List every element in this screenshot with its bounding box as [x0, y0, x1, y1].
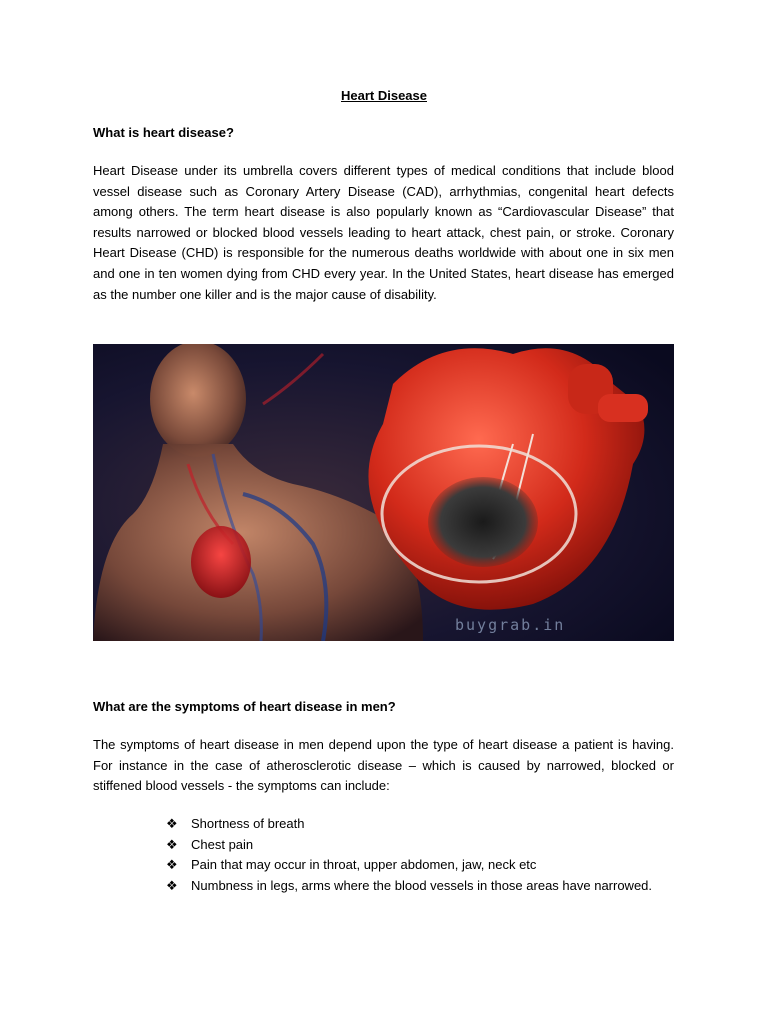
- list-item-text: Chest pain: [191, 836, 254, 852]
- damaged-tissue-area: [428, 477, 538, 567]
- list-item: [166, 814, 674, 835]
- symptoms-paragraph: The symptoms of heart disease in men depend upon the type of heart disease a patient is having. For instance in the case of atherosclerotic disease – which is caused by narrowed, blocked or stiffened blood vessels - the symptoms can include:: [93, 737, 674, 794]
- list-item-text: Pain that may occur in throat, upper abdomen, jaw, neck etc: [191, 857, 537, 873]
- intro-paragraph: Heart Disease under its umbrella covers different types of medical conditions that include blood vessel disease such as Coronary Artery Disease (CAD), arrhythmias, congenital heart defects among others. The term heart disease is also popularly known as “Cardiovascular Disease” that results narrowed or blocked blood vessels leading to heart attack, chest pain, or stroke. Coronary Heart Disease (CHD) is responsible for the numerous deaths worldwide with about one in six men and one in ten women dying from CHD every year. In the United States, heart disease has emerged as the number one killer and is the major cause of disability.: [93, 163, 674, 302]
- small-heart-shape: [191, 526, 251, 598]
- section-heading-what-is: What is heart disease?: [93, 125, 234, 140]
- section-heading-symptoms: What are the symptoms of heart disease in men?: [93, 699, 396, 714]
- diamond-bullet-icon: ❖: [166, 816, 178, 831]
- image-watermark: buygrab.in: [455, 616, 566, 634]
- heart-illustration-svg: [93, 344, 674, 641]
- diamond-bullet-icon: ❖: [166, 877, 178, 893]
- list-item: [166, 855, 674, 876]
- list-item-text: Numbness in legs, arms where the blood vessels in those areas have narrowed.: [191, 877, 653, 893]
- symptoms-list: [166, 814, 674, 896]
- diamond-bullet-icon: ❖: [166, 857, 178, 873]
- document-title: Heart Disease: [341, 88, 427, 103]
- list-item: [166, 876, 674, 897]
- heart-illustration-image: [93, 344, 674, 641]
- list-item-text: Shortness of breath: [191, 816, 305, 831]
- list-item: [166, 835, 674, 856]
- diamond-bullet-icon: ❖: [166, 836, 178, 852]
